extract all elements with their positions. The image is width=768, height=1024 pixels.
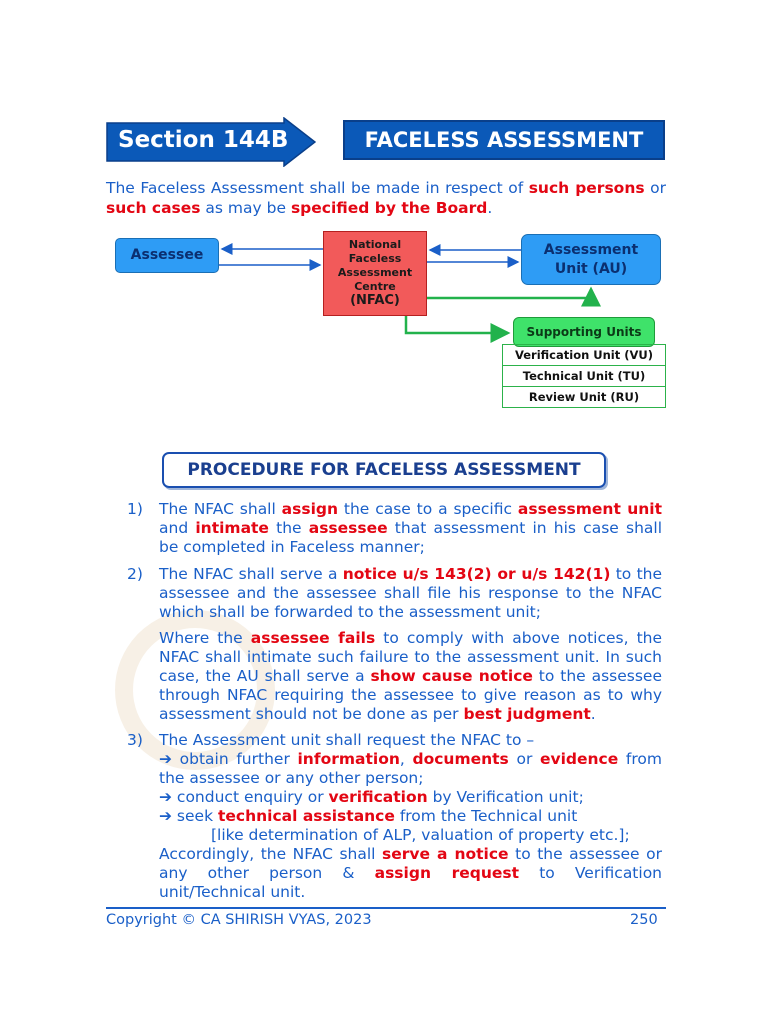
procedure-item-1: The NFAC shall assign the case to a specific assessment unit and intimate the assessee that assessment in his case shall be completed in Faceless manner; bbox=[159, 500, 662, 556]
supporting-units-table bbox=[502, 344, 666, 408]
assessee-box: Assessee bbox=[115, 238, 219, 273]
nfac-abbr: (NFAC) bbox=[350, 293, 400, 308]
procedure-item-2: The NFAC shall serve a notice u/s 143(2) or u/s 142(1) to the assessee and the assessee shall file his response to the NFAC which shall be forwarded to the assessment unit; bbox=[159, 565, 663, 621]
procedure-heading: PROCEDURE FOR FACELESS ASSESSMENT bbox=[162, 452, 606, 488]
section-label: Section 144B bbox=[118, 127, 289, 153]
procedure-item-2-note: Where the assessee fails to comply with above notices, the NFAC shall intimate such failure to the assessment unit. In such case, the AU shall serve a show cause notice to the assessee through NFAC requiring the assessee to give reason as to why assessment should not be done as per best judgment. bbox=[159, 629, 663, 723]
copyright: Copyright © CA SHIRISH VYAS, 2023 bbox=[106, 912, 372, 928]
item-number: 1) bbox=[127, 500, 143, 518]
item-3-note: [like determination of ALP, valuation of property etc.]; bbox=[211, 826, 630, 844]
page-number: 250 bbox=[630, 912, 658, 928]
au-line: Assessment bbox=[543, 242, 639, 258]
unit-cell: Technical Unit (TU) bbox=[503, 366, 666, 387]
arrow-icon: ➔ bbox=[159, 750, 172, 768]
item-3-bullet: ➔ obtain further information, documents or evidence from the assessee or any other person; bbox=[159, 750, 662, 787]
item-number: 3) bbox=[127, 731, 143, 749]
intro-paragraph: The Faceless Assessment shall be made in respect of such persons or such cases as may be specified by the Board. bbox=[106, 179, 666, 217]
au-line: Unit (AU) bbox=[554, 261, 628, 277]
procedure-item-3 bbox=[159, 731, 662, 902]
nfac-line: Assessment bbox=[337, 266, 413, 279]
unit-cell: Review Unit (RU) bbox=[503, 387, 666, 408]
nfac-line: Centre bbox=[354, 280, 396, 293]
arrow-icon: ➔ bbox=[159, 788, 172, 806]
supporting-units-header: Supporting Units bbox=[513, 317, 655, 347]
nfac-line: National bbox=[348, 238, 402, 251]
item-3-conclusion: Accordingly, the NFAC shall serve a notice to the assessee or any other person & assign request to Verification unit/Technical unit. bbox=[159, 845, 663, 901]
assessment-unit-box bbox=[521, 234, 661, 285]
item-3-lead: The Assessment unit shall request the NFAC to – bbox=[159, 731, 535, 749]
arrow-icon: ➔ bbox=[159, 807, 172, 825]
page-title: FACELESS ASSESSMENT bbox=[343, 120, 665, 160]
nfac-line: Faceless bbox=[348, 252, 402, 265]
footer-divider bbox=[106, 907, 666, 909]
nfac-box bbox=[323, 231, 427, 316]
item-3-bullet: ➔ conduct enquiry or verification by Verification unit; bbox=[159, 788, 584, 806]
item-number: 2) bbox=[127, 565, 143, 583]
unit-cell: Verification Unit (VU) bbox=[503, 345, 666, 366]
item-3-bullet: ➔ seek technical assistance from the Technical unit bbox=[159, 807, 578, 825]
